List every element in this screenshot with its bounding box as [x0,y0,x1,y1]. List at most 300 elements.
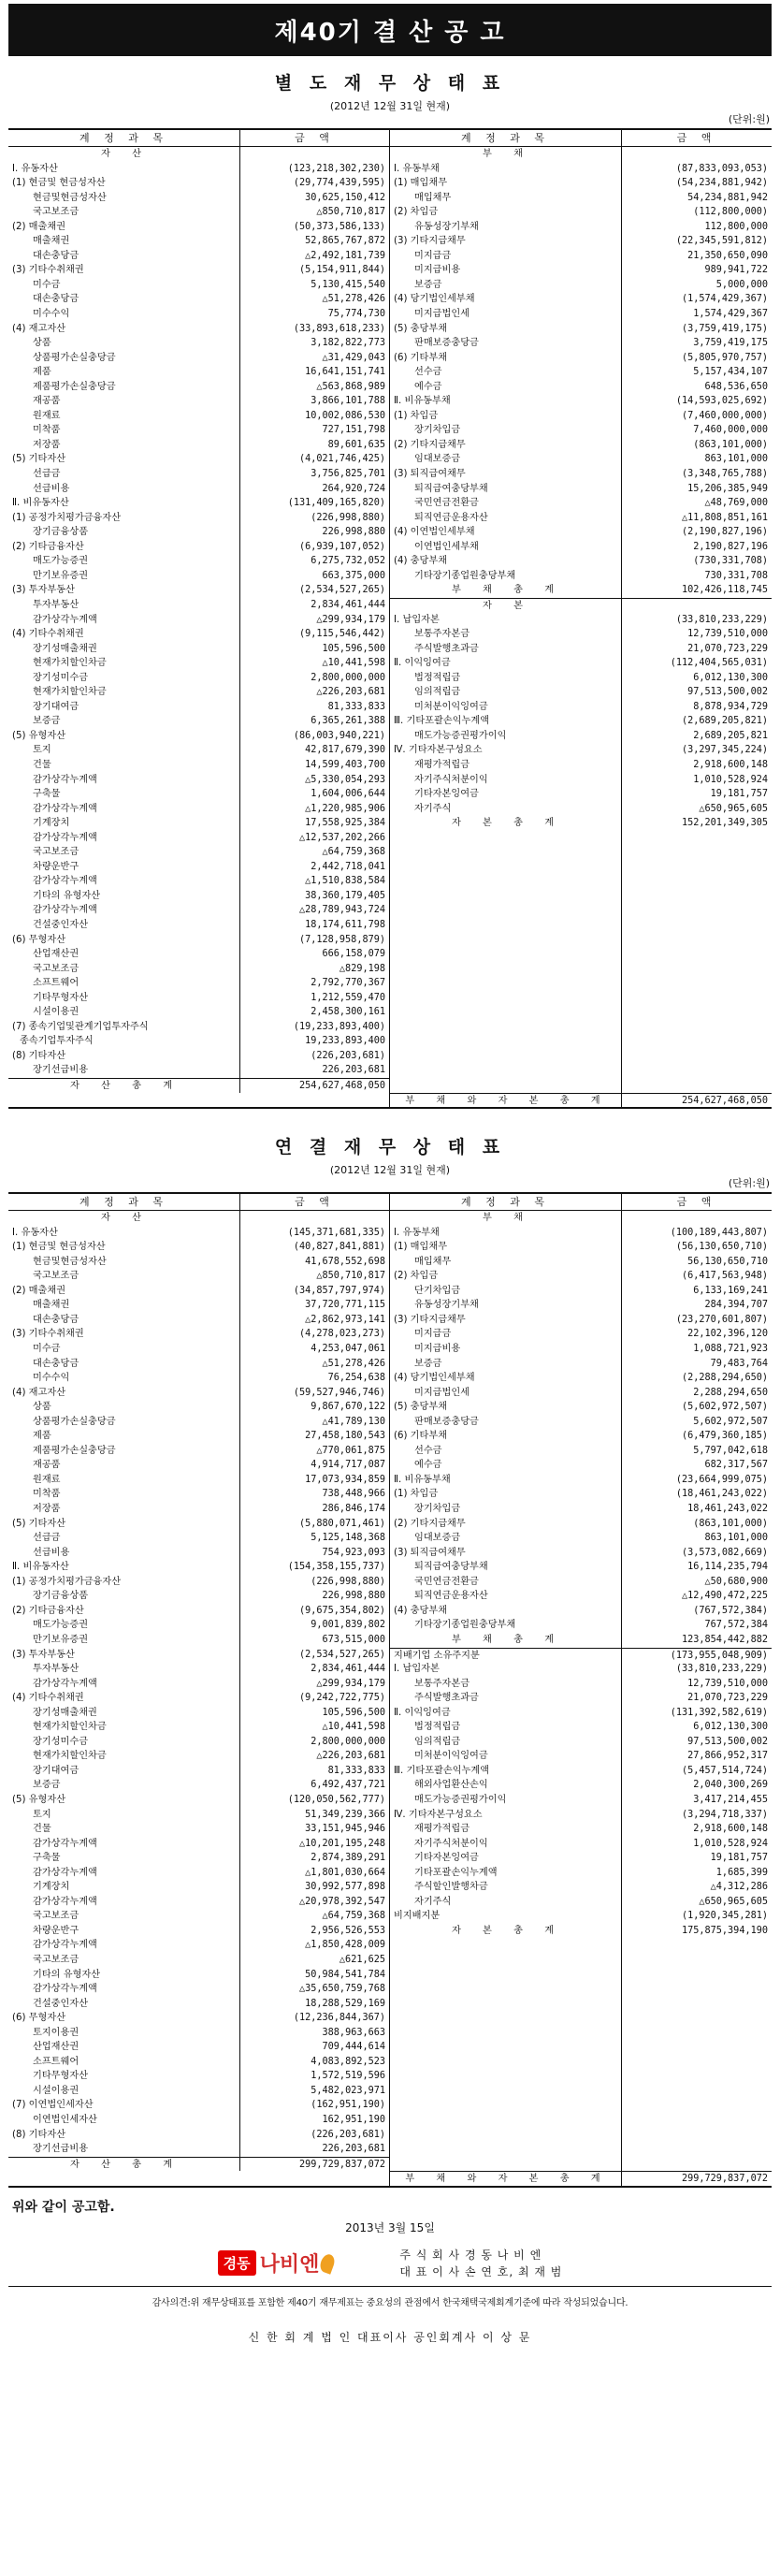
table-row [8,1049,389,1064]
table-row [390,511,772,526]
table-row [390,1633,772,1648]
account-name [390,2026,622,2041]
account-name: (4) 충당부채 [390,1604,622,1619]
account-amount [622,2157,772,2172]
account-amount: 738,448,966 [322,1489,385,1500]
table-row [390,642,772,657]
table-row [8,2084,389,2099]
table-row [390,1706,772,1721]
table-row [390,860,772,875]
account-amount [622,976,772,991]
table-row [8,1953,389,1968]
account-name: 퇴직급여충당부채 [390,482,622,497]
account-amount: (3,297,345,224) [681,745,768,756]
account-name: 자 산 [8,1211,240,1226]
table-row [390,1255,772,1270]
account-amount [622,933,772,948]
table-row [390,1604,772,1619]
table-row [8,1589,389,1604]
account-amount: △226,203,681 [316,687,385,698]
table-row [8,307,389,322]
account-amount [622,1020,772,1035]
consolidated-assets [8,1194,390,2186]
table-row [8,671,389,686]
table-row [8,176,389,191]
account-name: 미수금 [8,278,240,293]
account-amount: 5,130,415,540 [311,279,385,290]
account-amount: (50,373,586,133) [293,221,385,232]
account-amount: (6,479,360,185) [681,1431,768,1442]
account-name: 임대보증금 [390,452,622,467]
account-name: (3) 기타수취채권 [8,263,240,278]
table-row [8,1005,389,1020]
account-name: (2) 차입금 [390,1269,622,1284]
account-amount [622,1997,772,2012]
table-row [8,1560,389,1575]
account-amount: (40,827,841,881) [293,1242,385,1253]
account-amount: △5,330,054,293 [305,774,385,785]
account-amount: △2,492,181,739 [305,250,385,261]
account-amount: 2,792,770,367 [311,978,385,989]
table-row [390,496,772,511]
table-row [390,1093,772,1108]
table-row [8,1778,389,1793]
account-amount: 56,130,650,710 [687,1256,768,1267]
account-amount: 50,984,541,784 [305,1969,385,1980]
account-name [390,1049,622,1064]
account-amount: 21,350,650,090 [687,250,768,261]
account-name: 자 산 [8,147,240,162]
account-name: 감가상각누계액 [8,1938,240,1953]
account-name: Ⅱ. 비유동자산 [8,1560,240,1575]
account-amount: △1,510,838,584 [305,876,385,887]
table-row [8,1473,389,1488]
account-amount: 6,365,261,388 [311,716,385,727]
table-row [390,1851,772,1866]
account-name: 부 채 [390,147,622,162]
table-row [390,1648,772,1663]
account-name: 퇴직연금운용자산 [390,511,622,526]
table-row [390,729,772,744]
table-row [390,1429,772,1444]
table-row [390,380,772,395]
account-amount: △41,789,130 [322,1416,385,1427]
account-amount [622,903,772,918]
account-amount: (56,130,650,710) [675,1242,768,1253]
account-name [390,1982,622,1997]
account-amount: (18,461,243,022) [675,1489,768,1500]
account-amount: 19,181,757 [710,789,768,800]
account-amount: △829,198 [339,963,385,974]
table-row [390,351,772,366]
announce-text: 위와 같이 공고함. [12,2199,115,2215]
table-row [390,1677,772,1692]
account-name [390,2055,622,2070]
account-amount: △1,220,985,906 [305,803,385,814]
account-name: 매도가능증권 [8,554,240,569]
table-row [390,423,772,438]
account-amount: (5,880,071,461) [298,1518,385,1529]
account-name: 법정적립금 [390,671,622,686]
table-row [8,1793,389,1808]
account-name: 미수수익 [8,1371,240,1386]
consolidated-liabilities-rows [390,1211,772,2186]
account-name: 선급금 [8,467,240,482]
account-name: 시설이용권 [8,1005,240,1020]
account-name: (5) 기타자산 [8,452,240,467]
account-amount [622,1211,772,1226]
account-name: 부 채 총 계 [390,1633,622,1648]
table-row [390,685,772,700]
account-name: 부 채 와 자 본 총 계 [390,1094,622,1108]
consolidated-liabilities [390,1194,772,2186]
table-row [8,700,389,715]
account-name [390,2128,622,2143]
account-name: 토지 [8,743,240,758]
col-amount-header: 금 액 [676,1195,717,1208]
account-name: 보증금 [390,278,622,293]
table-row [8,234,389,249]
account-name: 부 채 와 자 본 총 계 [390,2172,622,2186]
account-name: 현재가치할인차금 [8,1749,240,1764]
account-amount: 123,854,442,882 [681,1634,768,1645]
account-name: 보증금 [390,1357,622,1372]
account-amount [622,2113,772,2128]
account-name: Ⅱ. 비유동부채 [390,394,622,409]
table-row [390,816,772,831]
logo-mark: 경동 [218,2250,256,2276]
account-amount: (6,417,563,948) [681,1271,768,1282]
table-row [8,583,389,598]
account-name: 부 채 총 계 [390,583,622,598]
account-name: 감가상각누계액 [8,1982,240,1997]
account-amount: 727,151,798 [322,425,385,436]
account-name: 상품 [8,1400,240,1415]
account-amount: (86,003,940,221) [293,730,385,741]
table-row [8,991,389,1006]
account-amount: (14,593,025,692) [675,396,768,407]
table-row [390,1063,772,1078]
table-row [8,874,389,889]
account-amount: 226,203,681 [322,2144,385,2155]
account-name: 매입채무 [390,1255,622,1270]
account-amount [622,918,772,933]
account-amount: 6,275,732,052 [311,556,385,567]
account-name: 상품평가손실충당금 [8,351,240,366]
account-amount: 76,254,638 [327,1373,385,1384]
account-name: 주식발행초과금 [390,1691,622,1706]
account-amount: 767,572,384 [704,1620,768,1631]
account-name: (5) 유형자산 [8,1793,240,1808]
account-amount: 81,333,833 [327,701,385,712]
account-amount: 16,114,235,794 [687,1562,768,1573]
account-amount: 709,444,614 [322,2042,385,2053]
account-name: (4) 기타수취채권 [8,1691,240,1706]
account-name: Ⅱ. 비유동자산 [8,496,240,511]
account-amount: 4,253,047,061 [311,1344,385,1355]
table-row [390,583,772,598]
account-amount: 27,458,180,543 [305,1431,385,1442]
account-amount: 21,070,723,229 [687,1693,768,1704]
account-amount: (131,392,582,619) [670,1707,768,1718]
account-amount: 38,360,179,405 [305,890,385,901]
account-name: 장기대여금 [8,700,240,715]
account-amount: 105,596,500 [322,643,385,654]
table-row [390,1968,772,1983]
account-amount: △64,759,368 [322,847,385,858]
account-amount [622,1063,772,1078]
table-row [390,249,772,264]
account-amount: 1,572,519,596 [311,2071,385,2082]
table-row [8,918,389,933]
account-name: Ⅱ. 이익잉여금 [390,656,622,671]
account-amount: (7,128,958,879) [298,934,385,945]
account-amount: 226,998,880 [322,1591,385,1602]
company-ceo: 대 표 이 사 손 연 호, 최 재 범 [399,2264,563,2278]
account-name: 미지급법인세 [390,307,622,322]
account-amount [622,1982,772,1997]
table-row [8,569,389,584]
table-row [8,1487,389,1502]
account-amount: 18,288,529,169 [305,1998,385,2009]
table-row [390,176,772,191]
table-row [390,1487,772,1502]
announce-date: 2013년 3월 15일 [345,2220,435,2234]
account-amount: (5,805,970,757) [681,352,768,363]
account-name: (2) 기타지급채무 [390,1517,622,1532]
account-amount: 6,492,437,721 [311,1780,385,1791]
account-amount: (226,203,681) [311,2129,385,2140]
table-row [390,2026,772,2041]
table-row [390,1938,772,1953]
table-row [8,2098,389,2113]
table-row [390,1720,772,1735]
table-row [8,2040,389,2055]
table-row [390,147,772,162]
account-amount: 6,133,169,241 [693,1285,768,1296]
account-amount: 2,918,600,148 [693,759,768,770]
table-row [8,1284,389,1299]
account-amount: (9,115,546,442) [298,629,385,640]
table-row [390,1400,772,1415]
account-name: 예수금 [390,380,622,395]
account-name: 대손충당금 [8,292,240,307]
table-row [8,743,389,758]
account-amount: (2,190,827,196) [681,527,768,538]
account-name [390,1063,622,1078]
account-amount: 1,604,006,644 [311,789,385,800]
account-name: 자 본 총 계 [390,816,622,831]
account-name: 시설이용권 [8,2084,240,2099]
account-amount [622,1953,772,1968]
table-row [390,2084,772,2099]
table-row [390,889,772,904]
account-name: 감가상각누계액 [8,903,240,918]
account-name: 장기차입금 [390,1502,622,1517]
footer [8,2197,772,2345]
table-row [8,933,389,948]
account-name: 국고보조금 [8,1269,240,1284]
table-row [8,1063,389,1078]
table-row [390,191,772,206]
table-row [8,1342,389,1357]
account-name: (1) 매입채무 [390,1240,622,1255]
account-name: (2) 기타금융자산 [8,1604,240,1619]
account-amount: (730,331,708) [693,556,768,567]
table-row [390,1444,772,1459]
account-name: 대손충당금 [8,1357,240,1372]
table-row [390,613,772,628]
account-name: 자 본 총 계 [390,1924,622,1939]
account-amount: 30,992,577,898 [305,1882,385,1893]
table-row [390,1909,772,1924]
account-name: 매출채권 [8,1298,240,1313]
account-amount: (3,759,419,175) [681,323,768,334]
account-amount: (33,893,618,233) [293,323,385,334]
account-amount: △11,808,851,161 [681,512,768,523]
account-name: 감가상각누계액 [8,802,240,817]
account-amount: △31,429,043 [322,352,385,363]
account-name: 미처분이익잉여금 [390,1749,622,1764]
account-name: 미수금 [8,1342,240,1357]
account-amount: (19,233,893,400) [293,1021,385,1032]
table-row [390,365,772,380]
table-row [390,336,772,351]
account-amount: (3,573,082,669) [681,1547,768,1558]
account-amount: (23,270,601,807) [675,1314,768,1325]
table-row [8,1429,389,1444]
account-name [390,2142,622,2157]
account-name: 선급금 [8,1531,240,1546]
table-row [390,322,772,337]
company-block [8,2247,772,2280]
account-amount: △10,441,598 [322,658,385,669]
account-name: 미지급비용 [390,1342,622,1357]
table-row [8,1371,389,1386]
account-amount: △299,934,179 [316,614,385,625]
table-row [8,656,389,671]
account-amount: 299,729,837,072 [681,2174,768,2185]
account-name: (6) 무형자산 [8,933,240,948]
table-row [8,1078,389,1093]
account-amount: (120,050,562,777) [287,1794,385,1805]
account-name: 자기주식 [390,1895,622,1910]
account-name: 임의적립금 [390,1735,622,1750]
table-row [8,714,389,729]
account-amount: 15,206,385,949 [687,483,768,494]
account-name: 구축물 [8,787,240,802]
account-name: 국고보조금 [8,1909,240,1924]
account-amount: 9,867,670,122 [311,1402,385,1413]
account-amount: 9,001,839,802 [311,1620,385,1631]
table-row [8,1866,389,1881]
account-name: 건설중인자산 [8,1997,240,2012]
account-name: (5) 충당부채 [390,1400,622,1415]
table-row [8,1982,389,1997]
account-name: 선급비용 [8,482,240,497]
col-name-header: 계 정 과 목 [390,1194,622,1210]
account-amount: 79,483,764 [710,1358,768,1369]
account-amount: (2,534,527,265) [298,585,385,596]
account-name [390,2011,622,2026]
account-name: (4) 이연법인세부채 [390,525,622,540]
account-name: Ⅰ. 납입자본 [390,1662,622,1677]
table-row [390,1386,772,1401]
table-row [390,2157,772,2172]
account-amount: 3,417,214,455 [693,1794,768,1805]
table-row [8,322,389,337]
table-row [390,409,772,424]
account-amount: 17,073,934,859 [305,1474,385,1485]
table-header [390,130,772,147]
separate-assets-rows [8,147,389,1093]
account-amount [240,147,389,162]
account-amount [622,845,772,860]
account-name: 매입채무 [390,191,622,206]
account-amount: 2,800,000,000 [311,1736,385,1747]
account-name: (3) 기타지급채무 [390,1313,622,1328]
account-amount: (5,154,911,844) [298,265,385,276]
table-row [8,1851,389,1866]
table-row [8,1226,389,1241]
account-name: (8) 기타자산 [8,2128,240,2143]
account-amount: △12,490,472,225 [681,1591,768,1602]
account-amount: 4,083,892,523 [311,2056,385,2067]
table-row [8,263,389,278]
account-name: 기타의 유형자산 [8,1968,240,1983]
account-name: 현재가치할인차금 [8,656,240,671]
account-name: (2) 차입금 [390,205,622,220]
table-row [390,394,772,409]
table-row [8,496,389,511]
account-amount: 6,012,130,300 [693,1722,768,1733]
table-row [390,1371,772,1386]
table-row [8,1648,389,1663]
table-row [390,452,772,467]
account-amount: (29,774,439,595) [293,178,385,189]
separate-assets [8,130,390,1107]
table-row [8,205,389,220]
account-amount: 388,963,663 [322,2027,385,2038]
account-name: Ⅳ. 기타자본구성요소 [390,743,622,758]
account-name [390,903,622,918]
table-header [390,1194,772,1211]
table-row [390,1078,772,1093]
account-name [390,2098,622,2113]
table-row [390,1822,772,1837]
account-name: 대손충당금 [8,249,240,264]
table-row [8,1997,389,2012]
account-amount: (5,457,514,724) [681,1765,768,1776]
account-name: Ⅰ. 납입자본 [390,613,622,628]
account-amount: 152,201,349,305 [681,818,768,829]
table-row [8,394,389,409]
table-row [390,525,772,540]
table-row [390,1618,772,1633]
table-row [390,671,772,686]
account-name [390,1997,622,2012]
account-name: 부 채 [390,1211,622,1226]
account-amount: 10,002,086,530 [305,410,385,421]
account-amount: (123,218,302,230) [287,163,385,174]
account-amount: 284,394,707 [704,1300,768,1311]
table-row [390,1764,772,1779]
account-amount: 22,102,396,120 [687,1329,768,1340]
table-row [8,2128,389,2143]
account-amount: △28,789,943,724 [298,905,385,916]
account-name: 제품평가손실충당금 [8,380,240,395]
account-name: (6) 기타부채 [390,1429,622,1444]
